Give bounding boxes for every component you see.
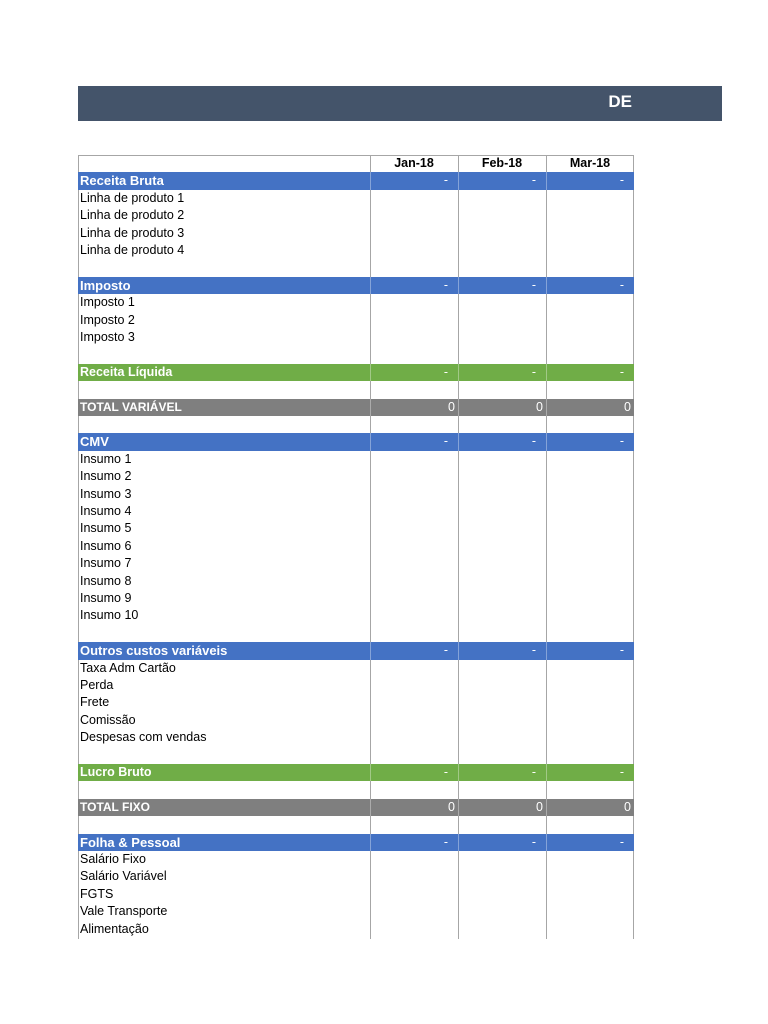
section-value-cell[interactable]: - [443, 834, 448, 849]
blank-row [78, 781, 634, 798]
section-value-cell[interactable]: 0 [448, 799, 455, 814]
line-item-cell[interactable] [546, 921, 634, 938]
line-item-cell[interactable] [458, 729, 546, 746]
line-item-cell[interactable] [458, 573, 546, 590]
section-value-cell[interactable]: - [619, 173, 624, 188]
section-value-cell[interactable]: - [443, 173, 448, 188]
line-item-row [78, 190, 634, 207]
column-header-2[interactable]: Mar-18 [569, 156, 611, 170]
line-item-label: Imposto 3 [80, 330, 135, 344]
line-item-cell[interactable] [370, 886, 458, 903]
section-value-cell[interactable]: - [443, 364, 448, 379]
line-item-cell[interactable] [546, 729, 634, 746]
line-item-cell[interactable] [458, 886, 546, 903]
line-item-row [78, 451, 634, 468]
line-item-cell[interactable] [370, 868, 458, 885]
line-item-row [78, 712, 634, 729]
line-item-cell[interactable] [546, 607, 634, 624]
section-value-cell[interactable]: 0 [624, 399, 631, 414]
section-label: CMV [80, 434, 109, 450]
line-item-label: Insumo 7 [80, 556, 132, 571]
line-item-cell[interactable] [458, 451, 546, 468]
line-item-label: Insumo 4 [80, 504, 132, 518]
section-value-cell[interactable]: - [619, 364, 624, 379]
line-item-cell[interactable] [370, 207, 458, 224]
line-item-cell[interactable] [458, 677, 546, 694]
line-item-cell[interactable] [458, 851, 546, 868]
column-header-0[interactable]: Jan-18 [394, 156, 434, 170]
line-item-label: Imposto 2 [80, 312, 135, 327]
line-item-cell[interactable] [370, 590, 458, 607]
line-item-label: Insumo 8 [80, 573, 132, 588]
section-row-outros-custos [78, 642, 634, 659]
line-item-cell[interactable] [458, 294, 546, 311]
line-item-label: FGTS [80, 886, 114, 901]
spreadsheet-grid [78, 155, 634, 939]
column-header-1[interactable]: Feb-18 [481, 156, 523, 170]
blank-row [78, 816, 634, 833]
line-item-cell[interactable] [546, 660, 634, 677]
section-value-cell[interactable]: - [531, 434, 536, 449]
line-item-row [78, 886, 634, 903]
report-title: DE [608, 92, 632, 111]
section-value-cell[interactable]: - [443, 277, 448, 292]
section-value-cell[interactable]: 0 [448, 399, 455, 414]
line-item-label: Perda [80, 678, 114, 692]
line-item-cell[interactable] [458, 225, 546, 242]
line-item-cell[interactable] [546, 468, 634, 485]
line-item-cell[interactable] [546, 555, 634, 572]
section-row-receita-bruta [78, 172, 634, 189]
line-item-cell[interactable] [370, 555, 458, 572]
line-item-cell[interactable] [458, 468, 546, 485]
line-item-label: Salário Variável [80, 869, 167, 884]
line-item-row [78, 503, 634, 520]
line-item-cell[interactable] [458, 607, 546, 624]
section-label: Receita Líquida [80, 364, 173, 379]
line-item-cell[interactable] [546, 694, 634, 711]
line-item-cell[interactable] [546, 294, 634, 311]
line-item-cell[interactable] [370, 607, 458, 624]
line-item-row [78, 677, 634, 694]
line-item-cell[interactable] [370, 712, 458, 729]
line-item-cell[interactable] [546, 329, 634, 346]
blank-row [78, 747, 634, 764]
line-item-cell[interactable] [370, 312, 458, 329]
blank-row [78, 346, 634, 363]
line-item-cell[interactable] [546, 886, 634, 903]
line-item-row [78, 694, 634, 711]
line-item-label: Insumo 6 [80, 538, 132, 553]
section-row-total-variavel [78, 399, 634, 416]
line-item-cell[interactable] [458, 694, 546, 711]
line-item-row [78, 312, 634, 329]
line-item-row [78, 329, 634, 346]
line-item-label: Taxa Adm Cartão [80, 660, 176, 675]
line-item-row [78, 573, 634, 590]
line-item-cell[interactable] [458, 312, 546, 329]
section-value-cell[interactable]: 0 [624, 799, 631, 814]
line-item-cell[interactable] [458, 207, 546, 224]
line-item-row [78, 520, 634, 537]
line-item-row [78, 660, 634, 677]
line-item-cell[interactable] [546, 590, 634, 607]
line-item-label: Linha de produto 2 [80, 208, 185, 223]
section-label: Outros custos variáveis [80, 643, 228, 659]
blank-row [78, 259, 634, 276]
section-label: TOTAL VARIÁVEL [80, 399, 182, 414]
section-value-cell[interactable]: - [619, 643, 624, 658]
section-label: Folha & Pessoal [80, 834, 181, 850]
line-item-cell[interactable] [370, 242, 458, 259]
line-item-row [78, 486, 634, 503]
line-item-cell[interactable] [370, 225, 458, 242]
section-value-cell[interactable]: - [619, 765, 624, 779]
line-item-cell[interactable] [458, 520, 546, 537]
blank-row [78, 416, 634, 433]
line-item-cell[interactable] [370, 503, 458, 520]
section-value-cell[interactable]: - [619, 834, 624, 849]
section-value-cell[interactable]: - [531, 643, 536, 658]
line-item-cell[interactable] [546, 225, 634, 242]
line-item-cell[interactable] [370, 294, 458, 311]
line-item-cell[interactable] [458, 329, 546, 346]
line-item-cell[interactable] [546, 503, 634, 520]
line-item-label: Insumo 5 [80, 521, 132, 536]
line-item-cell[interactable] [546, 851, 634, 868]
line-item-row [78, 590, 634, 607]
section-value-cell[interactable]: - [531, 277, 536, 292]
line-item-cell[interactable] [546, 312, 634, 329]
section-row-cmv [78, 433, 634, 450]
line-item-cell[interactable] [370, 677, 458, 694]
line-item-row [78, 555, 634, 572]
line-item-cell[interactable] [546, 573, 634, 590]
line-item-cell[interactable] [458, 590, 546, 607]
line-item-cell[interactable] [458, 242, 546, 259]
line-item-label: Linha de produto 3 [80, 225, 185, 240]
section-value-cell[interactable]: - [531, 834, 536, 849]
section-value-cell[interactable]: - [619, 434, 624, 449]
section-value-cell[interactable]: - [443, 765, 448, 779]
line-item-cell[interactable] [370, 329, 458, 346]
section-label: Imposto [80, 277, 131, 293]
line-item-label: Linha de produto 1 [80, 190, 185, 205]
line-item-row [78, 607, 634, 624]
line-item-row [78, 468, 634, 485]
section-row-imposto [78, 277, 634, 294]
line-item-cell[interactable] [370, 190, 458, 207]
line-item-cell[interactable] [458, 486, 546, 503]
line-item-cell[interactable] [546, 520, 634, 537]
line-item-cell[interactable] [458, 712, 546, 729]
line-item-cell[interactable] [370, 729, 458, 746]
line-item-cell[interactable] [546, 538, 634, 555]
line-item-cell[interactable] [458, 555, 546, 572]
section-row-folha [78, 834, 634, 851]
section-label: Receita Bruta [80, 173, 164, 189]
line-item-row [78, 729, 634, 746]
section-value-cell[interactable]: - [619, 277, 624, 292]
section-label: TOTAL FIXO [80, 799, 151, 814]
section-value-cell[interactable]: - [531, 173, 536, 188]
line-item-cell[interactable] [546, 712, 634, 729]
section-value-cell[interactable]: - [443, 643, 448, 658]
line-item-cell[interactable] [546, 677, 634, 694]
line-item-row [78, 868, 634, 885]
line-item-label: Insumo 1 [80, 451, 132, 466]
blank-row [78, 381, 634, 398]
line-item-label: Vale Transporte [80, 904, 168, 919]
section-value-cell[interactable]: 0 [536, 399, 543, 414]
line-item-label: Frete [80, 695, 110, 710]
section-row-lucro-bruto [78, 764, 634, 781]
line-item-cell[interactable] [546, 903, 634, 920]
line-item-row [78, 921, 634, 938]
line-item-cell[interactable] [458, 868, 546, 885]
line-item-cell[interactable] [546, 242, 634, 259]
line-item-cell[interactable] [370, 451, 458, 468]
line-item-cell[interactable] [546, 190, 634, 207]
line-item-label: Linha de produto 4 [80, 243, 185, 257]
line-item-label: Insumo 3 [80, 486, 132, 501]
line-item-row [78, 225, 634, 242]
line-item-label: Salário Fixo [80, 852, 146, 866]
line-item-label: Despesas com vendas [80, 730, 207, 745]
line-item-cell[interactable] [370, 921, 458, 938]
line-item-cell[interactable] [458, 660, 546, 677]
line-item-label: Imposto 1 [80, 295, 135, 310]
report-banner [78, 86, 722, 121]
line-item-cell[interactable] [546, 868, 634, 885]
line-item-cell[interactable] [546, 207, 634, 224]
line-item-cell[interactable] [370, 573, 458, 590]
line-item-label: Insumo 2 [80, 469, 132, 484]
line-item-label: Comissão [80, 712, 136, 727]
line-item-cell[interactable] [370, 468, 458, 485]
line-item-cell[interactable] [370, 694, 458, 711]
section-value-cell[interactable]: - [531, 765, 536, 779]
line-item-cell[interactable] [458, 903, 546, 920]
line-item-cell[interactable] [370, 903, 458, 920]
line-item-cell[interactable] [370, 851, 458, 868]
line-item-cell[interactable] [458, 921, 546, 938]
section-value-cell[interactable]: 0 [536, 799, 543, 814]
line-item-cell[interactable] [370, 520, 458, 537]
line-item-row [78, 207, 634, 224]
line-item-cell[interactable] [546, 451, 634, 468]
line-item-row [78, 538, 634, 555]
line-item-row [78, 851, 634, 868]
section-row-total-fixo [78, 799, 634, 816]
blank-row [78, 625, 634, 642]
line-item-label: Alimentação [80, 921, 149, 936]
line-item-row [78, 903, 634, 920]
line-item-cell[interactable] [458, 503, 546, 520]
line-item-cell[interactable] [458, 190, 546, 207]
line-item-label: Insumo 9 [80, 591, 132, 605]
section-row-receita-liquida [78, 364, 634, 381]
line-item-cell[interactable] [370, 538, 458, 555]
section-value-cell[interactable]: - [531, 364, 536, 379]
section-value-cell[interactable]: - [443, 434, 448, 449]
line-item-cell[interactable] [458, 538, 546, 555]
line-item-label: Insumo 10 [80, 608, 139, 623]
header-row [78, 155, 634, 172]
section-label: Lucro Bruto [80, 765, 152, 779]
line-item-cell[interactable] [546, 486, 634, 503]
line-item-cell[interactable] [370, 660, 458, 677]
line-item-cell[interactable] [370, 486, 458, 503]
line-item-row [78, 294, 634, 311]
line-item-row [78, 242, 634, 259]
